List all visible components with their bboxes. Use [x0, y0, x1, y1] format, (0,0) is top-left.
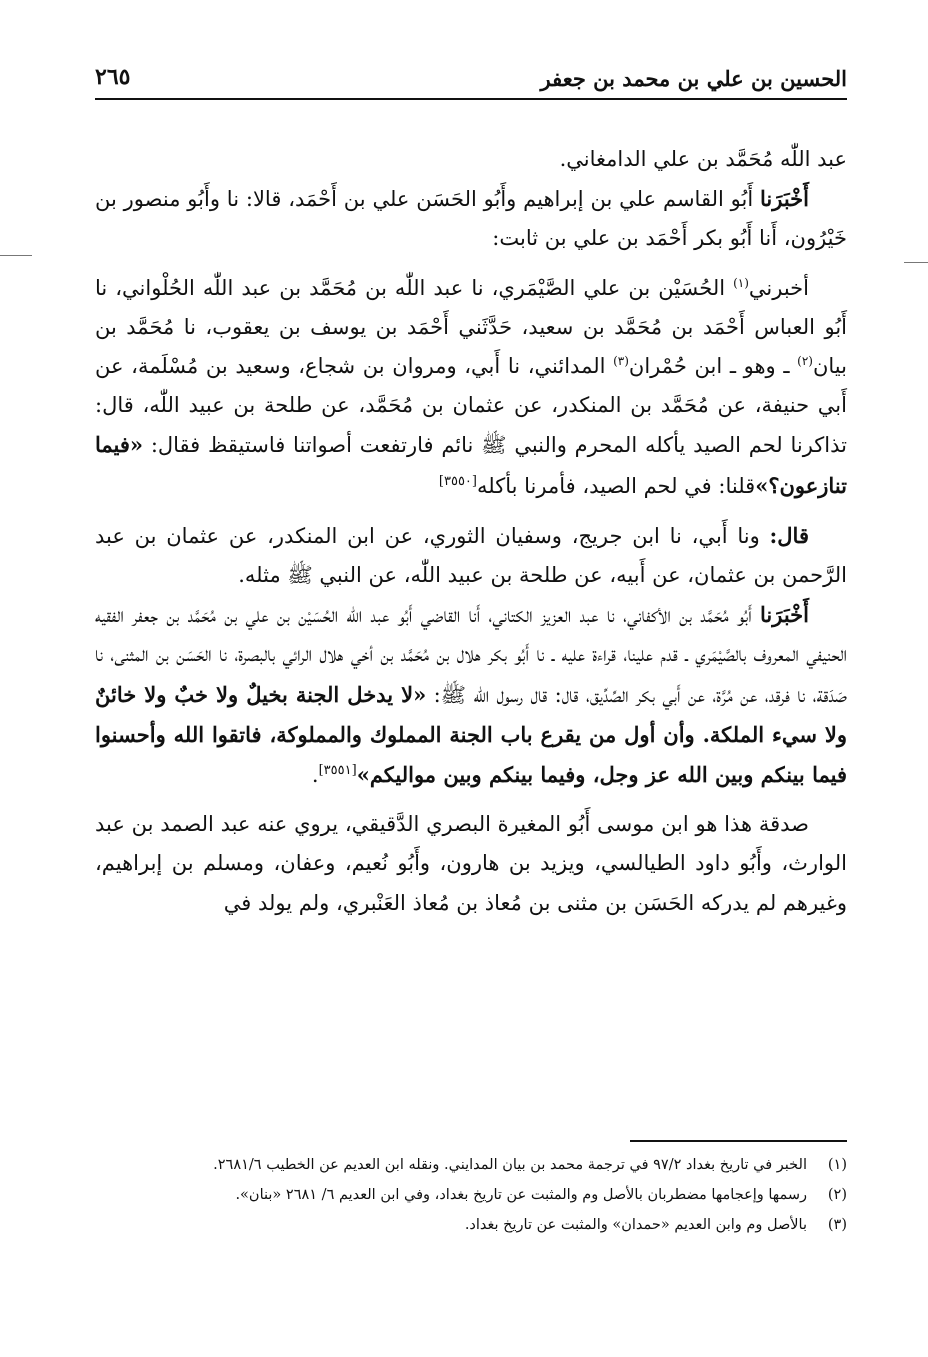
footnote — [95, 1182, 847, 1209]
main-text — [95, 140, 847, 923]
footnote-ref: (٣) — [613, 354, 629, 369]
text-run: الحُسَيْن بن علي الصَّيْمَري، نا عبد اللّٰه بن مُحَمَّد بن عبد اللّٰه الحُلْواني، نا أَبُو العباس أَحْمَد بن مُحَمَّد بن سعيد، حَدَّثَني أَحْمَد بن يوسف بن يعقوب، نا مُحَمَّد بن بيان — [95, 275, 847, 379]
footnotes — [95, 1152, 847, 1242]
text-run: أَبُو القاسم علي بن إبراهيم وأَبُو الحَسَن علي بن أَحْمَد، قالا: نا وأَبُو منصور بن خَيْرُون، أَنا أَبُو بكر أَحْمَد بن علي بن ثابت: — [95, 187, 847, 251]
paragraph — [95, 516, 847, 595]
hadith-number: [٣٥٥١] — [318, 763, 357, 779]
footnote — [95, 1152, 847, 1179]
footnote-ref: (٢) — [797, 354, 813, 369]
footnote-text: الخبر في تاريخ بغداد ٩٧/٢ في ترجمة محمد بن بيان المدايني. ونقله ابن العديم عن الخطيب ٢٦٨١/٦. — [213, 1157, 807, 1173]
hadith-text: «لا يدخل الجنة بخيلٌ ولا خبٌ ولا خائنٌ ولا سيء الملكة. وأن أول من يقرع باب الجنة المملوك والمملوكة، فاتقوا الله وأحسنوا فيما بينكم وبين الله عز وجل، وفيما بينكم وبين مواليكم» — [95, 681, 847, 788]
footnote-number: (٣) — [827, 1217, 847, 1233]
text-run: عبد اللّٰه مُحَمَّد بن علي الدامغاني. — [559, 147, 847, 171]
akhbarana-keyword: أَخْبَرَنا — [760, 186, 809, 212]
header-rule — [95, 98, 847, 100]
text-run: المدائني، نا أَبي، ومروان بن شجاع، وسعيد بن مُسْلَمة، عن أَبي حنيفة، عن مُحَمَّد بن المنكدر، عن عثمان بن مُحَمَّد، عن طلحة بن عبيد اللّٰه، قال: تذاكرنا لحم الصيد يأكله المحرم والنبي ﷺ نائم فارتفعت أصواتنا فاستيقظ فقال: — [95, 354, 847, 458]
text-run: صدقة هذا هو ابن موسى أَبُو المغيرة البصري الدَّقيقي، يروي عنه عبد الصمد بن عبد الوارث، وأَبُو داود الطيالسي، ويزيد بن هارون، وأَبُو نُعيم، وعفان، ومسلم بن إبراهيم، وغيرهم لم يدركه الحَسَن بن مثنى بن مُعاذ بن مُعاذ العَنْبري، ولم يولد في — [95, 812, 847, 915]
footnote-ref: (١) — [733, 275, 749, 290]
footnote-text: بالأصل وم وابن العديم «حمدان» والمثبت عن تاريخ بغداد. — [464, 1217, 807, 1233]
page-number: ٢٦٥ — [95, 64, 131, 90]
paragraph — [95, 805, 847, 923]
hadith-number: [٣٥٥٠] — [438, 473, 477, 489]
paragraph — [95, 269, 847, 506]
footnote-text: رسمها وإعجامها مضطربان بالأصل وم والمثبت عن تاريخ بغداد، وفي ابن العديم ٦/ ٢٦٨١ «بنان». — [235, 1187, 807, 1203]
footnote — [95, 1212, 847, 1239]
akhbarana-keyword: أَخْبَرَنا — [760, 602, 809, 628]
qala-keyword: قال: — [769, 522, 809, 548]
page-header — [95, 62, 847, 98]
scan-mark — [0, 255, 32, 256]
hadith-text: «فيما تنازعون؟» — [95, 432, 847, 498]
text-run: قلنا: في لحم الصيد، فأمرنا بأكله — [477, 473, 756, 498]
paragraph — [95, 179, 847, 258]
text-run: ـ وهو ـ ابن حُمْران — [628, 354, 798, 379]
text-run: ونا أَبي، نا ابن جريج، وسفيان الثوري، عن ابن المنكدر، عن عثمان بن عبد الرَّحمن بن عثمان، عن أَبيه، عن طلحة بن عبيد اللّٰه، عن النبي ﷺ مثله. — [95, 523, 847, 588]
text-run: أَبُو مُحَمَّد بن الأكفاني، نا عبد العزيز الكتاني، أَنا القاضي أَبُو عبد اللّٰه الحُسَيْن بن علي بن مُحَمَّد بن جعفر الفقيه الحنيفي المعروف بالصَّيْمَري ـ قدم علينا، قراءة عليه ـ نا أَبُو بكر هلال بن مُحَمَّد بن أخي هلال الرائي بالبصرة، نا الحَسَن بن المثنى، نا صَدَقة، نا فرقد، عن مُرَّة، عن أَبي بكر الصِّدِّيق، قال: قال رسول اللّٰه ﷺ: — [95, 603, 847, 707]
scan-mark — [904, 262, 928, 263]
footnote-number: (٢) — [827, 1187, 847, 1203]
running-title: الحسين بن علي بن محمد بن جعفر — [540, 66, 847, 91]
text-run: أخبرني — [748, 275, 809, 300]
paragraph — [95, 595, 847, 795]
text-run: . — [311, 763, 319, 788]
footnote-rule — [630, 1140, 847, 1142]
paragraph — [95, 140, 847, 179]
footnote-number: (١) — [827, 1157, 847, 1173]
